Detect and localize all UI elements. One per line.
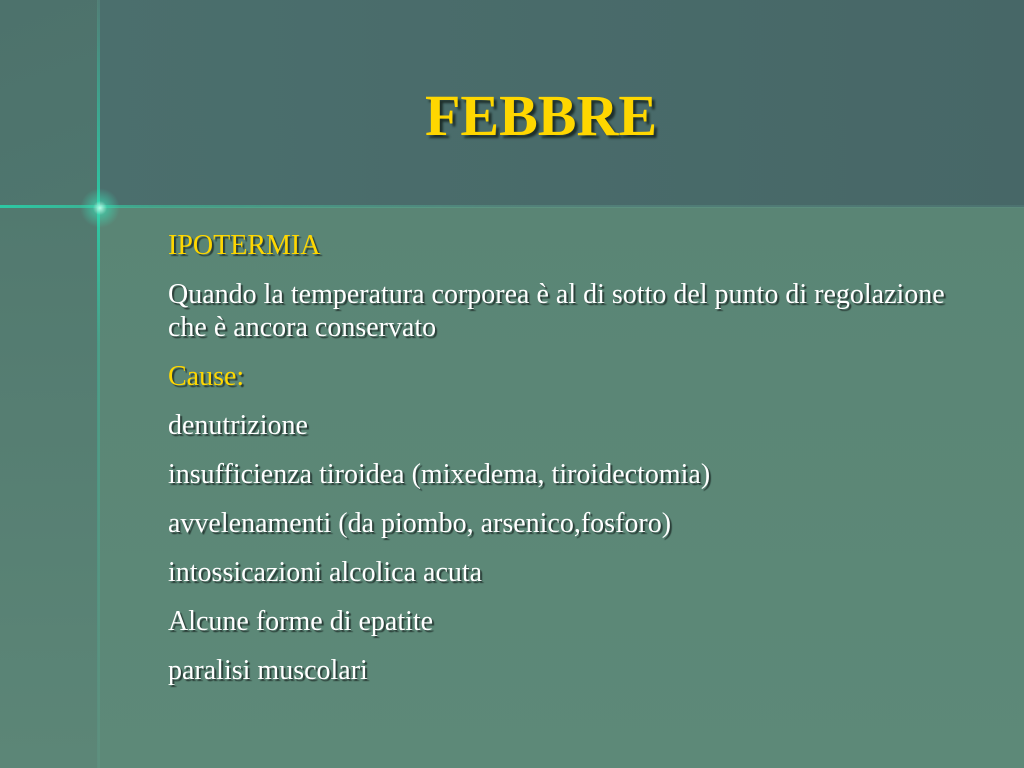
list-item: insufficienza tiroidea (mixedema, tiroidectomia) <box>168 459 711 490</box>
list-item-heading-cause: Cause: <box>168 361 245 392</box>
list-item-definition: Quando la temperatura corporea è al di sotto del punto di regolazione che è ancora conservato <box>168 279 945 343</box>
list-item: intossicazioni alcolica acuta <box>168 557 483 588</box>
slide-title: FEBBRE <box>424 83 658 148</box>
list-item: Alcune forme di epatite <box>168 606 434 637</box>
sparkle-icon <box>80 188 120 228</box>
list-item: avvelenamenti (da piombo, arsenico,fosforo) <box>168 508 672 539</box>
content-list <box>168 229 968 703</box>
left-panel <box>0 207 98 768</box>
corner-panel <box>0 0 98 207</box>
horizontal-accent-line <box>0 205 1024 208</box>
list-item: paralisi muscolari <box>168 655 368 686</box>
list-item-heading-ipotermia: IPOTERMIA <box>168 230 321 261</box>
list-item: denutrizione <box>168 410 308 441</box>
